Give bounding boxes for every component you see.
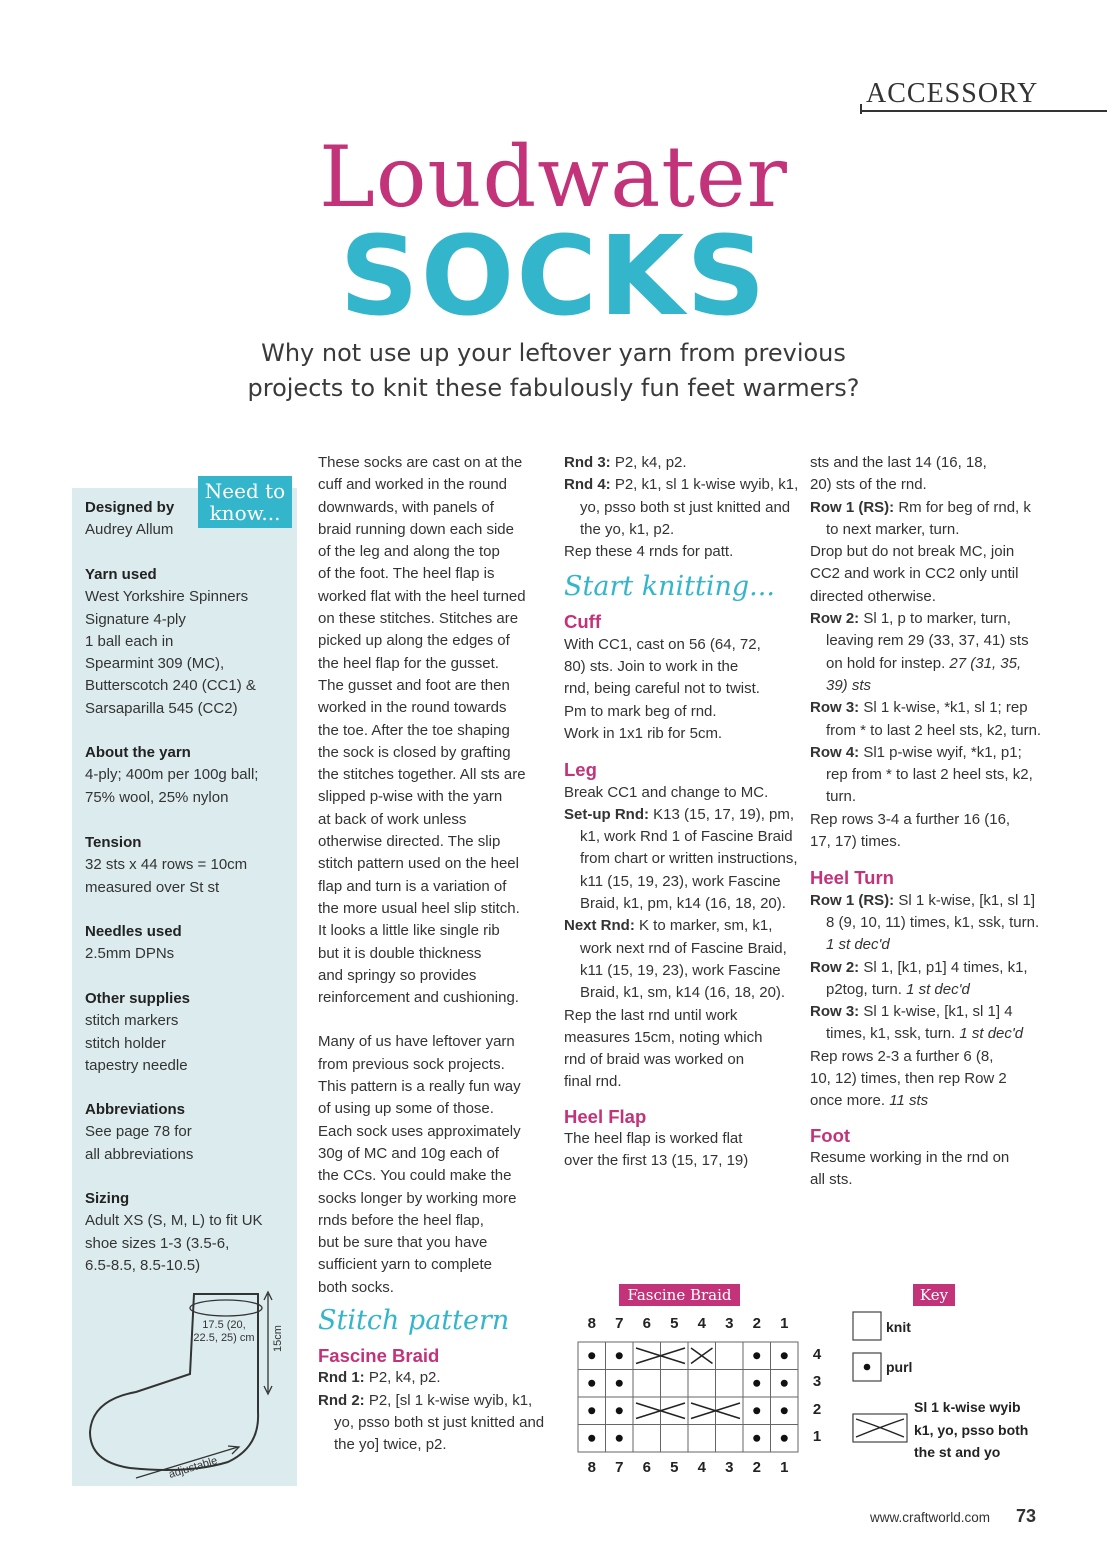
leg-end-text xyxy=(564,1005,799,1094)
rnd2-instruction: Rnd 2: P2, [sl 1 k-wise wyib, k1, yo, psso both st just knitted and the yo] twice, p2. xyxy=(318,1391,545,1454)
chart-column-number: 3 xyxy=(725,1315,734,1332)
knit-symbol xyxy=(853,1312,881,1340)
sidebar-line: Spearmint 309 (MC), xyxy=(85,655,225,673)
text-line: Work in 1x1 rib for 5cm. xyxy=(564,724,723,742)
text-line: the sock is closed by grafting xyxy=(318,743,511,761)
leg-heading: Leg xyxy=(564,759,597,781)
text-line: rnd, being careful not to twist. xyxy=(564,680,760,698)
stitch-pattern-heading: Stitch pattern xyxy=(318,1304,510,1336)
sidebar-line: 2.5mm DPNs xyxy=(85,945,175,963)
text-line: from previous sock projects. xyxy=(318,1055,505,1073)
sidebar-line: 75% wool, 25% nylon xyxy=(85,788,229,806)
text-line: at back of work unless xyxy=(318,810,467,828)
text-line: on these stitches. Stitches are xyxy=(318,610,519,628)
title-line2: SOCKS xyxy=(339,212,768,340)
text-line: the stitches together. All sts are xyxy=(318,766,526,784)
purl-dot-icon xyxy=(864,1364,871,1371)
purl-dot-icon xyxy=(588,1407,595,1414)
width-measure xyxy=(190,1300,262,1316)
abbreviations xyxy=(85,1099,290,1166)
other-supplies xyxy=(85,988,290,1077)
chart-column-number: 1 xyxy=(780,1459,789,1476)
purl-dot-icon xyxy=(753,1380,760,1387)
purl-dot-icon xyxy=(616,1407,623,1414)
repeat-rows xyxy=(810,809,1045,854)
purl-dot-icon xyxy=(781,1380,788,1387)
text-line: Pm to mark beg of rnd. xyxy=(564,702,717,720)
chart-row-number: 1 xyxy=(812,1428,822,1446)
needles-used xyxy=(85,921,290,966)
purl-dot-icon xyxy=(588,1380,595,1387)
text-line: of the foot. The heel flap is xyxy=(318,565,495,583)
text-line: the toe. After the toe shaping xyxy=(318,721,510,739)
sidebar-line: Butterscotch 240 (CC1) & xyxy=(85,677,256,695)
cross-key-symbol xyxy=(852,1413,908,1445)
text-line: Rep rows 3-4 a further 16 (16, xyxy=(810,810,1011,828)
text-line: These socks are cast on at the xyxy=(318,454,523,471)
text-line: but it is double thickness xyxy=(318,944,482,962)
chart-cell xyxy=(716,1342,744,1370)
purl-dot-icon xyxy=(616,1352,623,1359)
sidebar-line: Adult XS (S, M, L) to fit UK xyxy=(85,1212,263,1230)
text-line: slipped p-wise with the yarn xyxy=(318,788,503,806)
row2-instruction: Row 2: Sl 1, p to marker, turn, leaving rem 29 (33, 37, 41) sts on hold for instep. 27 (31, 35, 39) sts xyxy=(810,610,1029,694)
text-line: 80) sts. Join to work in the xyxy=(564,658,739,676)
text-line: braid running down each side xyxy=(318,520,514,538)
chart-cell xyxy=(661,1370,689,1398)
chart-column-number: 2 xyxy=(752,1459,761,1476)
text-line: directed otherwise. xyxy=(810,587,936,605)
start-knitting-heading: Start knitting... xyxy=(564,571,775,603)
sidebar-line: 6.5-8.5, 8.5-10.5) xyxy=(85,1256,201,1274)
chart-column-number: 5 xyxy=(670,1459,679,1476)
fascine-braid-chart xyxy=(577,1341,801,1455)
sidebar-heading: Needles used xyxy=(85,923,182,940)
chart-row-number: 4 xyxy=(812,1345,822,1363)
about-the-yarn xyxy=(85,742,290,809)
sidebar-line: measured over St st xyxy=(85,878,220,896)
chart-cell xyxy=(688,1370,716,1398)
text-line: cuff and worked in the round xyxy=(318,476,508,494)
chart-column-number: 3 xyxy=(725,1459,734,1476)
text-line: both socks. xyxy=(318,1278,394,1296)
text-line: rnd of braid was worked on xyxy=(564,1051,745,1069)
sidebar-heading: Other supplies xyxy=(85,990,191,1007)
text-line: The heel flap is worked flat xyxy=(564,1130,743,1148)
text-line: rnds before the heel flap, xyxy=(318,1211,484,1229)
badge-line: know... xyxy=(209,501,281,525)
purl-dot-icon xyxy=(753,1407,760,1414)
chart-cell xyxy=(688,1425,716,1453)
purl-dot-icon xyxy=(616,1435,623,1442)
rnd3-instruction: Rnd 3: P2, k4, p2. xyxy=(564,454,687,471)
heel-turn-row3: Row 3: Sl 1 k-wise, [k1, sl 1] 4 times, k1, ssk, turn. 1 st dec'd xyxy=(810,1003,1024,1043)
chart-cell xyxy=(633,1342,661,1370)
foot-text xyxy=(810,1147,1045,1192)
chart-column-number: 4 xyxy=(697,1315,706,1332)
width-label-2: 22.5, 25) cm xyxy=(193,1332,255,1344)
chart-column-number: 1 xyxy=(780,1315,789,1332)
section-rule-tick xyxy=(860,104,862,114)
text-line: sts and the last 14 (16, 18, xyxy=(810,454,987,471)
key-title: Key xyxy=(913,1284,955,1306)
second-paragraph xyxy=(318,1031,553,1299)
heel-turn-heading: Heel Turn xyxy=(810,867,894,889)
purl-dot-icon xyxy=(781,1407,788,1414)
heel-turn-row1: Row 1 (RS): Sl 1 k-wise, [k1, sl 1] 8 (9, 10, 11) times, k1, ssk, turn. 1 st dec'd xyxy=(810,891,1040,954)
text-line: 20) sts of the rnd. xyxy=(810,476,927,494)
designed-by xyxy=(85,497,290,542)
height-label: 15cm xyxy=(272,1325,284,1352)
chart-cell xyxy=(633,1425,661,1453)
text-line: 17, 17) times. xyxy=(810,833,901,851)
text-line: final rnd. xyxy=(564,1073,622,1091)
yarn-used xyxy=(85,564,290,720)
heel-flap-heading: Heel Flap xyxy=(564,1105,647,1127)
column-1 xyxy=(318,452,553,1456)
text-line: This pattern is a really fun way xyxy=(318,1078,521,1096)
sidebar-line: stitch markers xyxy=(85,1012,179,1030)
text-line: of the leg and along the top xyxy=(318,543,500,561)
chart-cell xyxy=(716,1370,744,1398)
text-line: socks longer by working more xyxy=(318,1189,517,1207)
chart-cell xyxy=(716,1397,744,1425)
sock-diagram xyxy=(78,1282,293,1482)
row1-instruction: Row 1 (RS): Rm for beg of rnd, k to next marker, turn. xyxy=(810,498,1031,538)
sidebar-line: shoe sizes 1-3 (3.5-6, xyxy=(85,1234,230,1252)
sidebar-line: 32 sts x 44 rows = 10cm xyxy=(85,856,248,874)
fascine-braid-heading: Fascine Braid xyxy=(318,1344,440,1366)
sidebar-line: West Yorkshire Spinners xyxy=(85,588,249,606)
section-label: ACCESSORY xyxy=(866,78,1039,109)
sidebar-heading: Tension xyxy=(85,834,142,851)
drop-text xyxy=(810,541,1045,608)
text-line: of using up some of those. xyxy=(318,1100,494,1118)
foot-label: adjustable xyxy=(167,1454,219,1481)
chart-column-number: 6 xyxy=(642,1459,651,1476)
text-line: Drop but do not break MC, join xyxy=(810,543,1015,561)
text-line: 30g of MC and 10g each of xyxy=(318,1144,499,1162)
chart-cell xyxy=(633,1370,661,1398)
standfirst-line: Why not use up your leftover yarn from previous xyxy=(261,339,846,367)
text-line: measures 15cm, noting which xyxy=(564,1028,763,1046)
foot-heading: Foot xyxy=(810,1124,851,1146)
cuff-text xyxy=(564,634,799,745)
key-knit-label: knit xyxy=(886,1319,911,1335)
text-line: CC2 and work in CC2 only until xyxy=(810,565,1019,583)
sidebar-heading: About the yarn xyxy=(85,744,191,761)
intro-paragraph xyxy=(318,452,553,1009)
text-line: worked flat with the heel turned xyxy=(318,587,526,605)
text-line: With CC1, cast on 56 (64, 72, xyxy=(564,635,761,653)
chart-column-number: 6 xyxy=(642,1315,651,1332)
chart-title: Fascine Braid xyxy=(619,1284,740,1306)
sidebar-line: stitch holder xyxy=(85,1034,166,1052)
text-line: reinforcement and cushioning. xyxy=(318,989,519,1007)
text-line: Resume working in the rnd on xyxy=(810,1148,1010,1166)
chart-row-number: 3 xyxy=(812,1373,822,1391)
text-line: the CCs. You could make the xyxy=(318,1167,512,1185)
title-line1: Loudwater xyxy=(319,128,788,226)
chart-column-number: 7 xyxy=(615,1315,624,1332)
sidebar-line: tapestry needle xyxy=(85,1056,188,1074)
purl-dot-icon xyxy=(753,1435,760,1442)
tension xyxy=(85,832,290,899)
text-line: and springy so provides xyxy=(318,966,477,984)
repeat-note: Rep these 4 rnds for patt. xyxy=(564,543,734,561)
purl-dot-icon xyxy=(616,1380,623,1387)
chart-cell xyxy=(661,1397,689,1425)
text-line: picked up along the edges of xyxy=(318,632,510,650)
chart-column-number: 8 xyxy=(587,1315,596,1332)
chart-column-number: 7 xyxy=(615,1459,624,1476)
sizing xyxy=(85,1188,290,1277)
sidebar-heading: Sizing xyxy=(85,1190,130,1207)
standfirst-line: projects to knit these fabulously fun feet warmers? xyxy=(247,374,860,402)
text-line: worked in the round towards xyxy=(318,699,507,717)
purl-dot-icon xyxy=(781,1435,788,1442)
badge-line: Need to xyxy=(204,479,286,503)
row3-instruction: Row 3: Sl 1 k-wise, *k1, sl 1; rep from * to last 2 heel sts, k2, turn. xyxy=(810,699,1042,739)
chart-row-number: 2 xyxy=(812,1400,822,1418)
heel-flap-text xyxy=(564,1128,799,1173)
heel-flap-continued xyxy=(810,452,1045,497)
sidebar-heading: Yarn used xyxy=(85,566,157,583)
text-line: the more usual heel slip stitch. xyxy=(318,899,520,917)
chart-cell xyxy=(633,1397,661,1425)
chart-cell xyxy=(661,1425,689,1453)
page-number: 73 xyxy=(1016,1506,1037,1526)
sidebar-line: Sarsaparilla 545 (CC2) xyxy=(85,699,238,717)
chart-cell xyxy=(688,1397,716,1425)
section-rule xyxy=(860,110,1107,112)
sidebar-heading: Abbreviations xyxy=(85,1101,186,1118)
standfirst xyxy=(200,336,907,406)
chart-column-number: 4 xyxy=(697,1459,706,1476)
sidebar-line: Signature 4-ply xyxy=(85,610,186,628)
sidebar-line: See page 78 for xyxy=(85,1123,192,1141)
row4-instruction: Row 4: Sl1 p-wise wyif, *k1, p1; rep from * to last 2 heel sts, k2, turn. xyxy=(810,743,1033,806)
chart-cell xyxy=(716,1425,744,1453)
text-line: but be sure that you have xyxy=(318,1234,488,1252)
leg-intro: Break CC1 and change to MC. xyxy=(564,783,769,801)
text-line: It looks a little like single rib xyxy=(318,922,500,940)
purl-dot-icon xyxy=(588,1352,595,1359)
key-cross-label: Sl 1 k-wise wyib k1, yo, psso both the st and yo xyxy=(914,1399,1029,1460)
text-line: The gusset and foot are then xyxy=(318,676,510,694)
setup-rnd: Set-up Rnd: K13 (15, 17, 19), pm, k1, work Rnd 1 of Fascine Braid from chart or written instructions, k11 (15, 19, 23), work Fascine Braid, k1, pm, k14 (16, 18, 20). xyxy=(564,805,798,913)
purl-dot-icon xyxy=(781,1352,788,1359)
text-line: flap and turn is a variation of xyxy=(318,877,507,895)
text-line: all sts. xyxy=(810,1171,853,1189)
rnd1-instruction: Rnd 1: P2, k4, p2. xyxy=(318,1369,441,1387)
text-line: otherwise directed. The slip xyxy=(318,833,501,851)
chart-column-number: 8 xyxy=(587,1459,596,1476)
chart-cell xyxy=(661,1342,689,1370)
column-2 xyxy=(564,452,799,1173)
cuff-heading: Cuff xyxy=(564,611,601,633)
footer-url[interactable]: www.craftworld.com xyxy=(870,1510,991,1525)
text-line: downwards, with panels of xyxy=(318,498,494,516)
text-line: the heel flap for the gusset. xyxy=(318,654,499,672)
purl-dot-icon xyxy=(753,1352,760,1359)
chart-column-number: 2 xyxy=(752,1315,761,1332)
sidebar-line: all abbreviations xyxy=(85,1145,194,1163)
sidebar-line: 1 ball each in xyxy=(85,632,174,650)
text-line: over the first 13 (15, 17, 19) xyxy=(564,1152,749,1170)
text-line: sufficient yarn to complete xyxy=(318,1256,492,1274)
text-line: Many of us have leftover yarn xyxy=(318,1033,515,1051)
text-line: Each sock uses approximately xyxy=(318,1122,521,1140)
sidebar-line: Audrey Allum xyxy=(85,521,174,539)
sidebar-heading: Designed by xyxy=(85,499,175,516)
column-3 xyxy=(810,452,1045,1192)
heel-turn-repeat: Rep rows 2-3 a further 6 (8, 10, 12) times, then rep Row 2 once more. 11 sts xyxy=(810,1047,1007,1110)
next-rnd: Next Rnd: K to marker, sm, k1, work next rnd of Fascine Braid, k11 (15, 19, 23), work Fascine Braid, k1, sm, k14 (16, 18, 20). xyxy=(564,917,787,1002)
key-purl-label: purl xyxy=(886,1359,913,1375)
text-line: stitch pattern used on the heel xyxy=(318,855,519,873)
chart-column-number: 5 xyxy=(670,1315,679,1332)
text-line: Rep the last rnd until work xyxy=(564,1006,738,1024)
heel-turn-row2: Row 2: Sl 1, [k1, p1] 4 times, k1, p2tog, turn. 1 st dec'd xyxy=(810,958,1028,998)
purl-dot-icon xyxy=(588,1435,595,1442)
rnd4-instruction: Rnd 4: P2, k1, sl 1 k-wise wyib, k1, yo, psso both st just knitted and the yo, k1, p2. xyxy=(564,476,799,538)
sidebar-line: 4-ply; 400m per 100g ball; xyxy=(85,766,259,784)
width-label-1: 17.5 (20, xyxy=(202,1319,246,1331)
